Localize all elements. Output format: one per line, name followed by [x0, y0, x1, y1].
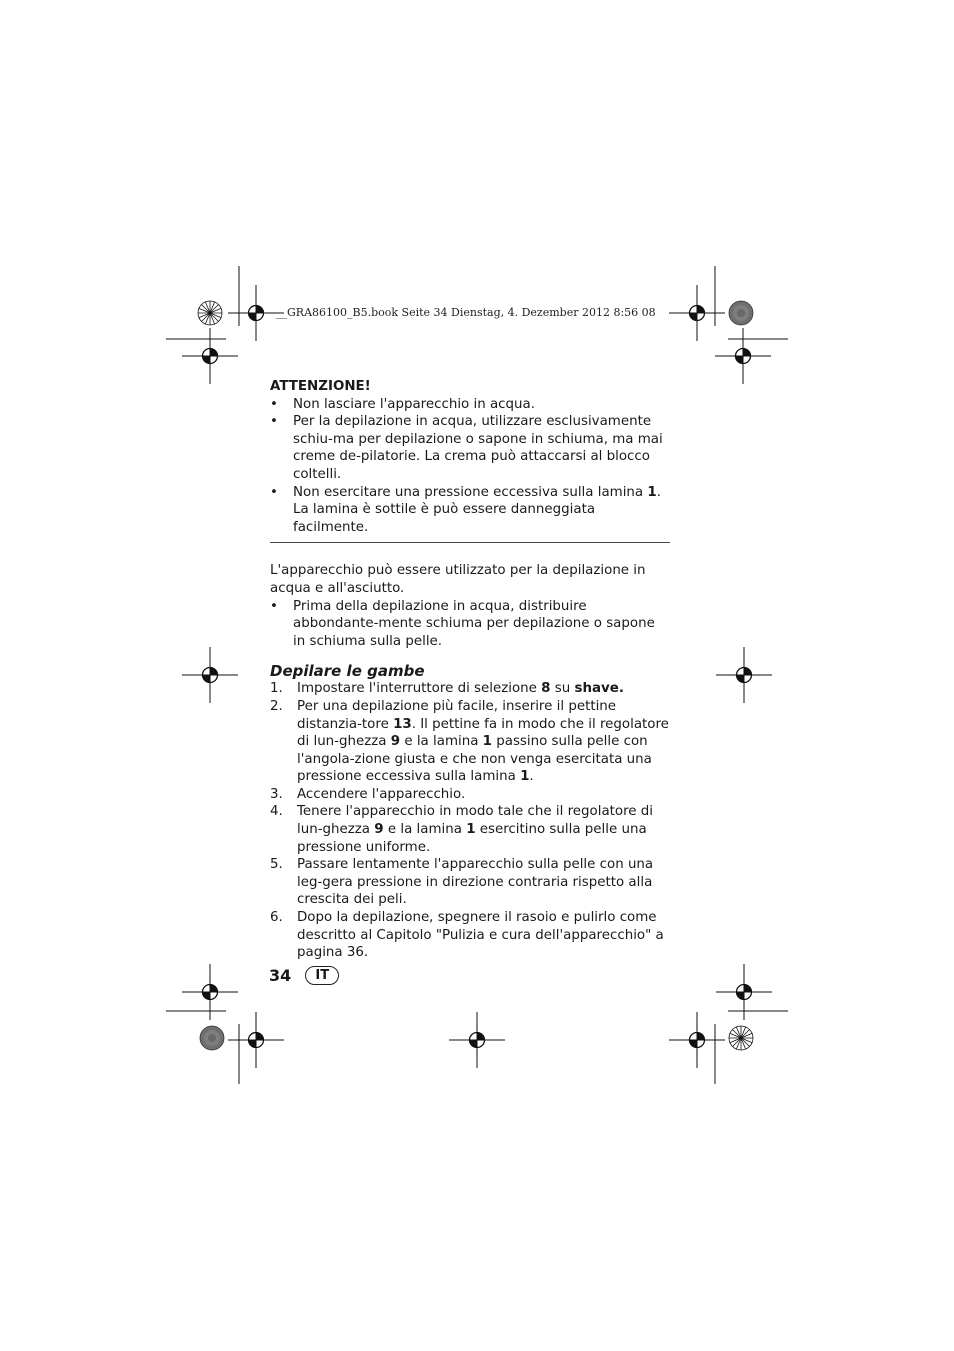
- text-run: . Il pettine fa in modo che il regolatore di lun-ghezza: [297, 716, 669, 750]
- step-item: [270, 698, 670, 786]
- step-number: 5.: [270, 857, 283, 873]
- text-run: .: [529, 769, 534, 785]
- bullet-marker: •: [270, 396, 278, 412]
- bullet-marker: •: [270, 598, 278, 614]
- step-item: [270, 786, 670, 804]
- text-run: su: [550, 681, 575, 697]
- step-item: [270, 680, 670, 698]
- warning-text: Non lasciare l'apparecchio in acqua.: [293, 396, 535, 412]
- section-heading: Depilare le gambe: [270, 662, 425, 681]
- intro-paragraph: L'apparecchio può essere utilizzato per la depilazione in acqua e all'asciutto.: [270, 563, 646, 596]
- text-run: Tenere l'apparecchio in modo tale che il regolatore di lun-ghezza: [297, 804, 654, 838]
- part-reference: 1: [482, 734, 492, 750]
- step-item: [270, 909, 670, 962]
- part-reference: 9: [390, 734, 401, 750]
- page-footer: [269, 964, 339, 986]
- warning-text: [293, 485, 661, 535]
- text-run: Impostare l'interruttore di selezione: [297, 681, 542, 697]
- text-run: passino sulla pelle con l'angola-zione giusta e che non venga esercitata una pressione eccessiva sulla lamina: [297, 734, 652, 785]
- intro-bullet: [270, 598, 670, 651]
- text-run: esercitino sulla pelle una pressione uniforme.: [297, 822, 647, 855]
- print-header-slug: __GRA86100_B5.book Seite 34 Dienstag, 4. Dezember 2012 8:56 08: [276, 306, 656, 319]
- page-content: [270, 378, 670, 962]
- warning-title: ATTENZIONE!: [270, 379, 371, 394]
- warning-item: [270, 413, 670, 483]
- text-run: e la lamina: [383, 822, 467, 838]
- part-reference: 1: [466, 822, 476, 838]
- part-reference: 8: [541, 681, 551, 697]
- intro-bullet-text: Prima della depilazione in acqua, distribuire abbondante-mente schiuma per depilazione o sapone in schiuma sulla pelle.: [293, 598, 655, 649]
- step-number: 1.: [270, 681, 283, 697]
- step-number: 6.: [270, 910, 283, 926]
- part-reference: 13: [393, 716, 412, 732]
- setting-name: shave.: [574, 681, 624, 697]
- warning-item: [270, 484, 670, 537]
- text-run: e la lamina: [400, 734, 483, 750]
- steps-list: [270, 680, 670, 962]
- step-number: 3.: [270, 786, 283, 802]
- section-divider: [270, 542, 670, 543]
- step-item: [270, 856, 670, 909]
- text-run: Dopo la depilazione, spegnere il rasoio e pulirlo come descritto al Capitolo "Pulizia e cura dell'apparecchio" a pagina 36.: [297, 910, 664, 961]
- text-run: Passare lentamente l'apparecchio sulla pelle con una leg-gera pressione in direzione contraria rispetto alla crescita dei peli.: [297, 857, 654, 908]
- warning-text: Per la depilazione in acqua, utilizzare esclusivamente schiu-ma per depilazione o sapone in schiuma, ma mai creme de-pilatorie. La crema può attaccarsi al blocco coltelli.: [293, 414, 663, 482]
- text-run: Per una depilazione più facile, inserire il pettine distanzia-tore: [297, 698, 617, 732]
- bullet-marker: •: [270, 414, 278, 430]
- part-reference: 1: [520, 769, 530, 785]
- warning-item: [270, 396, 670, 414]
- text-run: Accendere l'apparecchio.: [297, 786, 466, 802]
- step-number: 2.: [270, 698, 283, 714]
- part-reference: 1: [647, 484, 657, 500]
- step-item: [270, 803, 670, 856]
- text-run: . La lamina è sottile è può essere danneggiata facilmente.: [293, 484, 661, 535]
- step-number: 4.: [270, 804, 283, 820]
- part-reference: 9: [374, 822, 384, 838]
- language-badge: IT: [305, 966, 339, 985]
- page-number: 34: [269, 965, 292, 985]
- bullet-marker: •: [270, 484, 278, 500]
- text-run: Non esercitare una pressione eccessiva sulla lamina: [293, 484, 648, 500]
